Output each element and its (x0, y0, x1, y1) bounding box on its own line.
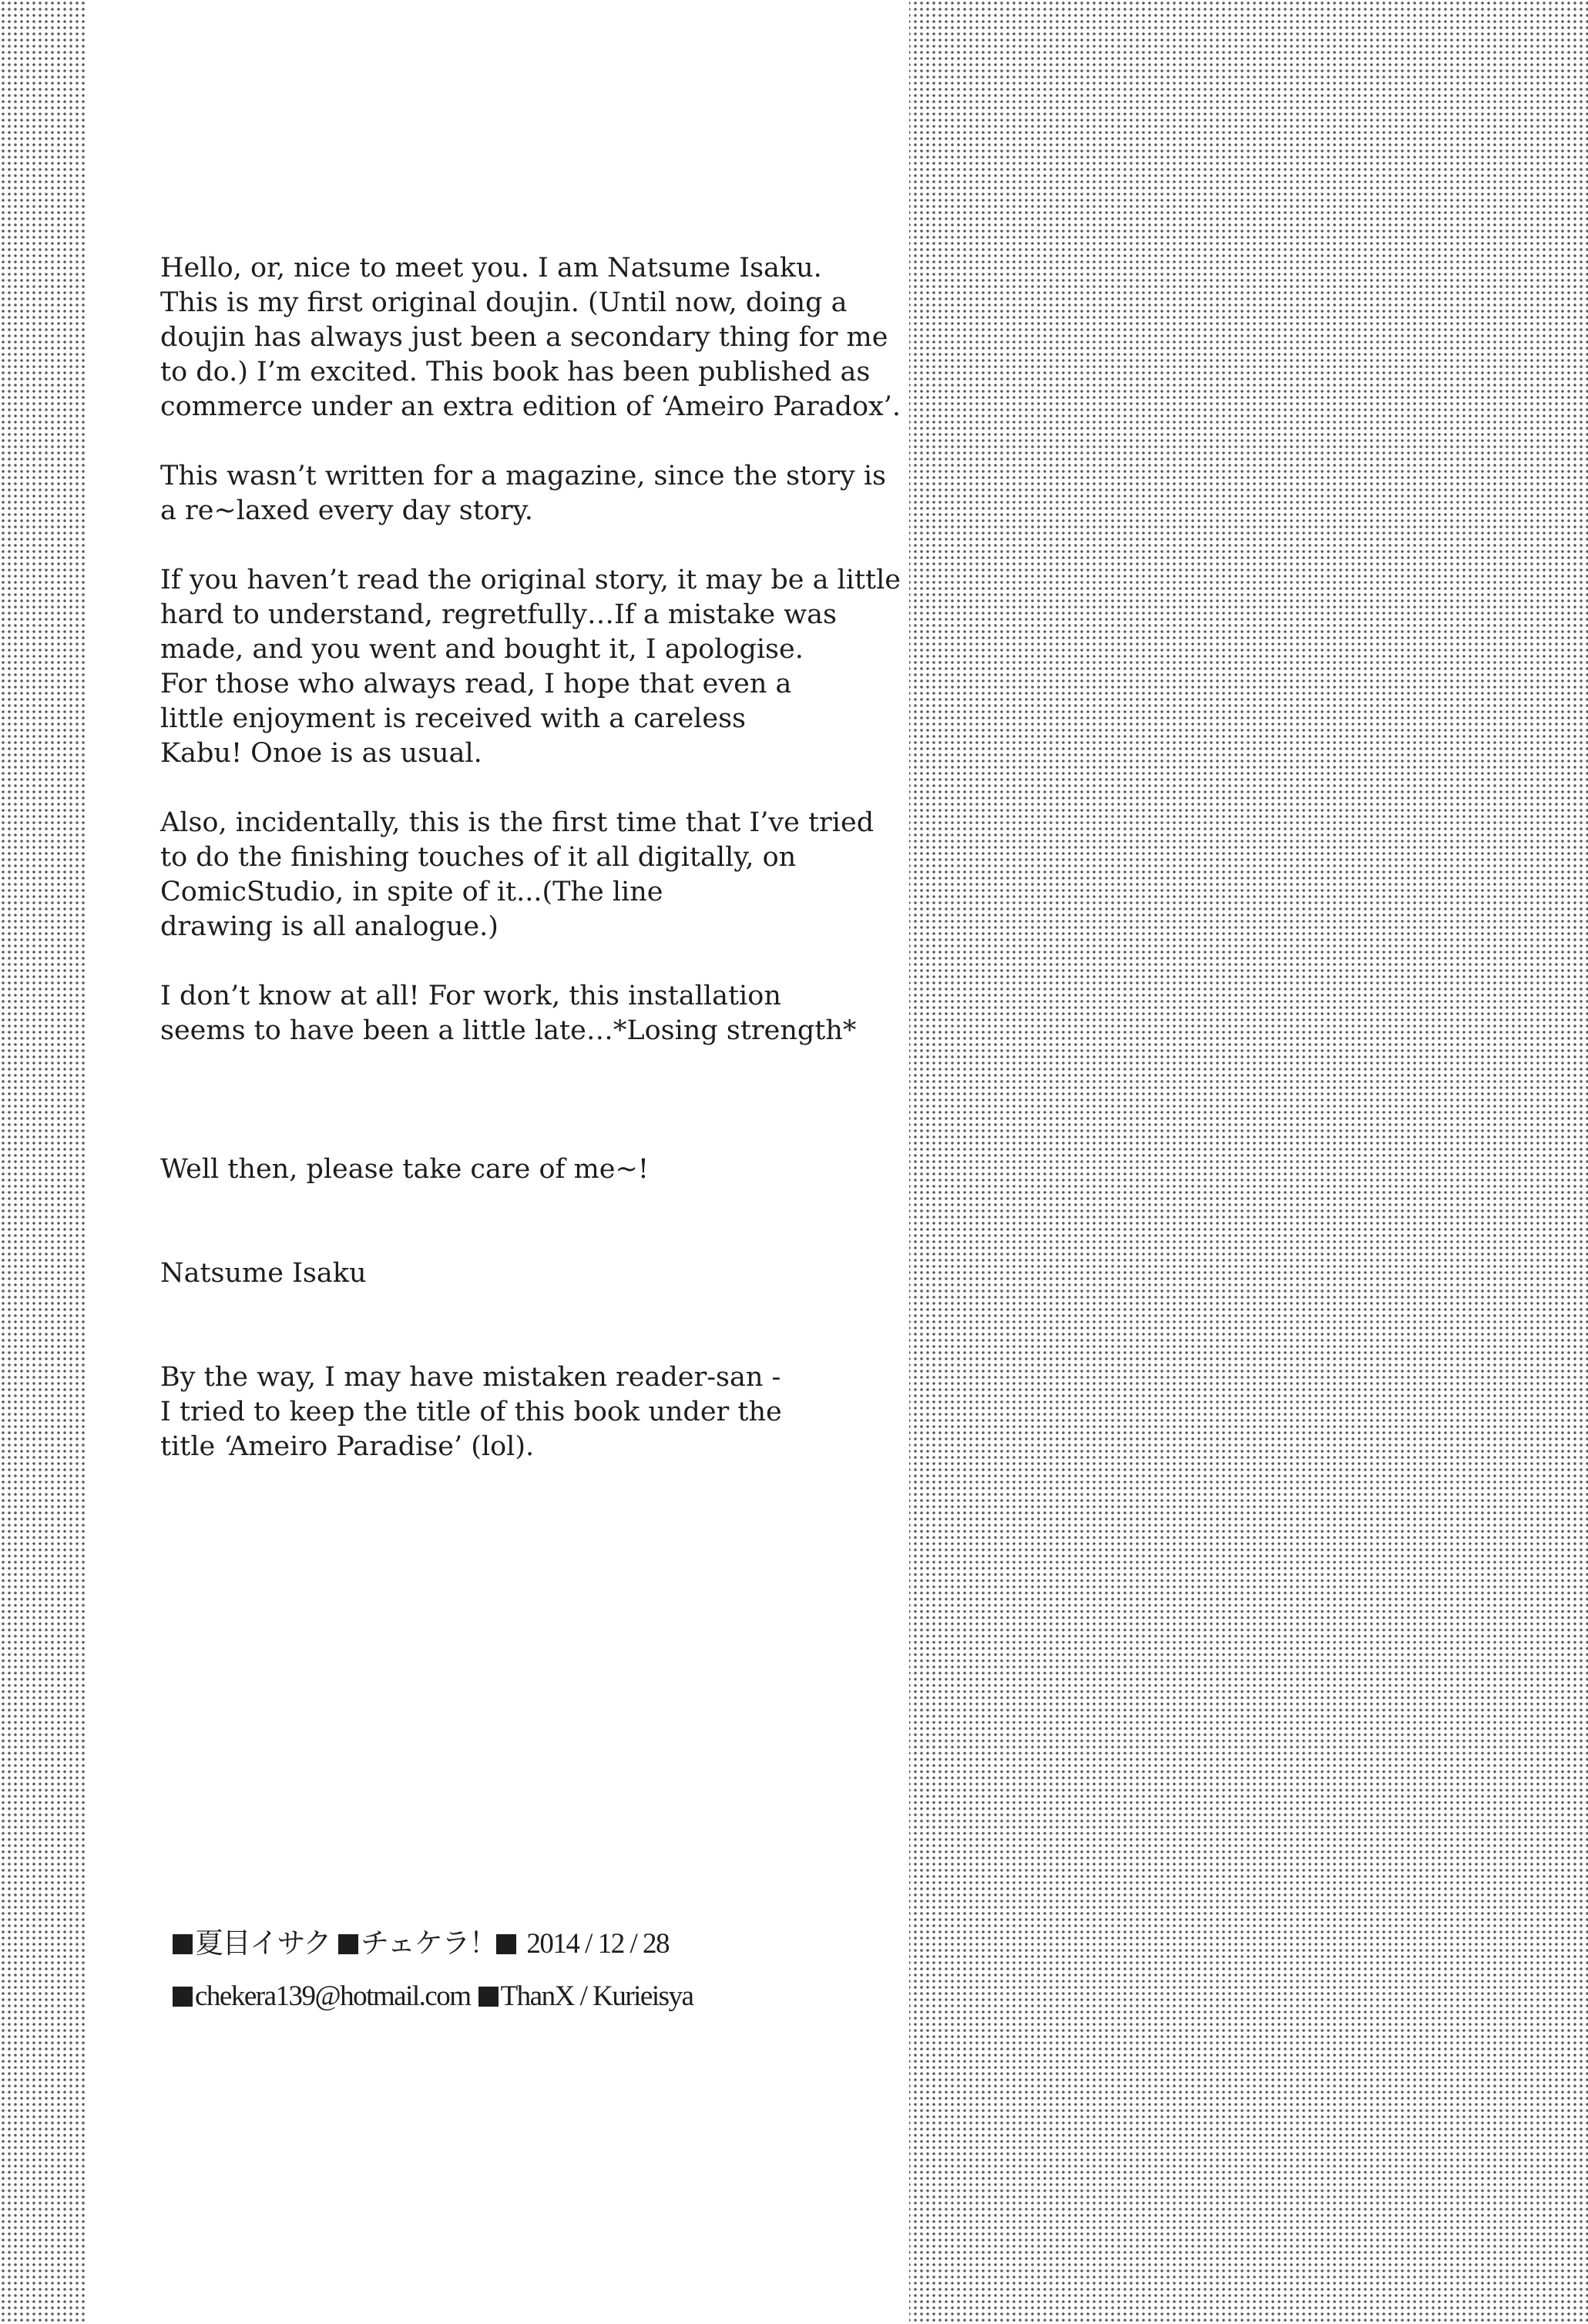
release-date: 2014 / 12 / 28 (526, 1928, 669, 1960)
white-text-page (85, 0, 909, 2324)
postscript (160, 1360, 900, 1464)
contact-email: chekera139@hotmail.com (195, 1980, 471, 2012)
thanks-credit: ThanX / Kurieisya (500, 1980, 693, 2012)
black-square-icon (496, 1934, 516, 1954)
text-line: doujin has always just been a secondary thing for me (160, 322, 888, 353)
text-line: commerce under an extra edition of ‘Ameiro Paradox’. (160, 391, 901, 422)
text-line: By the way, I may have mistaken reader-san - (160, 1362, 781, 1393)
text-line: This is my first original doujin. (Until now, doing a (160, 287, 848, 318)
text-line: I tried to keep the title of this book under the (160, 1397, 782, 1427)
paragraph-original-story (160, 563, 900, 771)
text-line: little enjoyment is received with a careless (160, 703, 747, 734)
paragraph-work (160, 979, 900, 1048)
text-line: Kabu! Onoe is as usual. (160, 738, 482, 769)
signature: Natsume Isaku (160, 1258, 367, 1289)
paragraph-intro (160, 251, 900, 424)
text-line: If you haven’t read the original story, it may be a little (160, 565, 901, 595)
colophon-row-contact (173, 1970, 693, 2023)
black-square-icon (173, 1934, 193, 1954)
colophon-row-author (173, 1918, 693, 1970)
text-line: hard to understand, regretfully…If a mistake was (160, 599, 837, 630)
black-square-icon (173, 1987, 193, 2007)
text-line: drawing is all analogue.) (160, 911, 499, 942)
black-square-icon (338, 1934, 358, 1954)
text-line: seems to have been a little late…*Losing strength* (160, 1015, 857, 1046)
circle-name: チェケラ！ (361, 1928, 497, 1960)
colophon (173, 1918, 693, 2023)
black-square-icon (478, 1987, 499, 2007)
author-name: 夏目イサク (195, 1928, 331, 1960)
text-line: For those who always read, I hope that even a (160, 669, 792, 699)
text-line: Hello, or, nice to meet you. I am Natsume Isaku. (160, 253, 822, 283)
closing-line: Well then, please take care of me~! (160, 1154, 649, 1185)
text-line: to do the finishing touches of it all digitally, on (160, 842, 797, 873)
afterword-letter (160, 251, 900, 1464)
text-line: This wasn’t written for a magazine, since the story is (160, 461, 887, 491)
text-line: Also, incidentally, this is the first time that I’ve tried (160, 807, 875, 838)
text-line: I don’t know at all! For work, this installation (160, 981, 781, 1011)
text-line: title ‘Ameiro Paradise’ (lol). (160, 1431, 535, 1462)
paragraph-digital (160, 806, 900, 944)
text-line: a re~laxed every day story. (160, 495, 533, 526)
text-line: ComicStudio, in spite of it...(The line (160, 877, 663, 907)
text-line: made, and you went and bought it, I apologise. (160, 634, 804, 665)
paragraph-magazine (160, 459, 900, 528)
text-line: to do.) I’m excited. This book has been published as (160, 357, 871, 387)
